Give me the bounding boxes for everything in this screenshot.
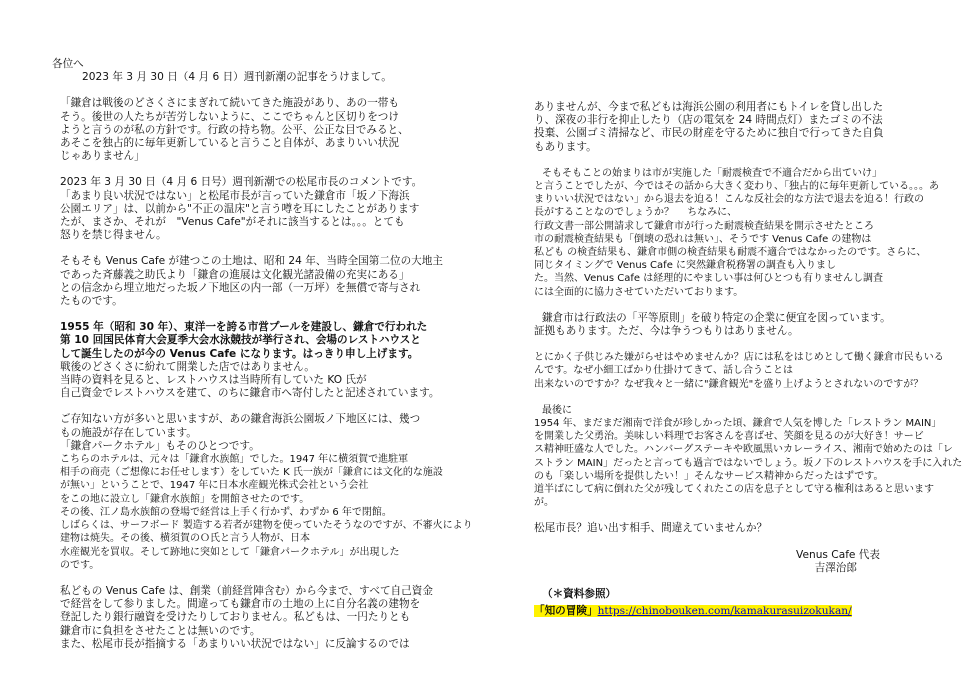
text-line: 公園エリア」は、以前から"不正の温床"と言う噂を耳にしたことがあります [60, 202, 420, 215]
text-line: 鎌倉市に負担をさせたことは無いのです。 [60, 624, 261, 637]
text-line: 行政文書一部公開請求して鎌倉市が行った耐震検査結果を開示させたところ [534, 220, 874, 232]
right-column [534, 101, 963, 619]
text-line: こちらのホテルは、元々は「鎌倉水族館」でした。1947 年に横須賀で進駐軍 [60, 454, 409, 466]
text-line: 出来ないのですか？なぜ我々と一緒に"鎌倉観光"を盛り上げようとされないのですが？ [534, 378, 924, 390]
reference-heading: （＊資料参照） [542, 588, 617, 601]
text-line: とにかく子供じみた嫌がらせはやめませんか？店には私をはじめとして働く鎌倉市民もいる [534, 352, 944, 364]
text-line: た。当然、Venus Cafe は経理的にやましい事は何ひとつも有りませんし調査 [534, 273, 884, 285]
signature-name: 吉澤治郎 [814, 561, 857, 574]
text-line: して誕生したのが今の Venus Cafe になります。はっきり申し上げます。 [60, 347, 419, 360]
paragraph-6 [534, 101, 944, 154]
text-line: 2023 年 3 月 30 日（4 月 6 日号）週刊新潮での松尾市長のコメントです。 [60, 176, 423, 189]
text-line: には全面的に協力させていただいております。 [534, 286, 744, 298]
text-line: 市の耐震検査結果も「倒壊の恐れは無い」、そうです Venus Cafe の建物は [534, 233, 872, 245]
text-line: 「鎌倉パークホテル」もそのひとつです。 [60, 439, 260, 452]
text-line: その後、江ノ島水族館の登場で経営は上手く行かず、わずか 6 年で閉館。 [60, 506, 392, 518]
text-line: ストラン MAIN」だったと言っても過言ではないでしょう。坂ノ下のレストハウスを手に入れた [534, 457, 963, 469]
text-line: ご存知ない方が多いと思いますが、あの鎌倉海浜公園坂ノ下地区には、幾つ [60, 413, 421, 426]
intro-line: 2023 年 3 月 30 日（4 月 6 日）週刊新潮の記事をうけまして。 [82, 71, 392, 84]
text-line: 戦後のどさくさに紛れて開業した店ではありません。 [60, 360, 315, 373]
paragraph-3 [52, 321, 457, 400]
text-line: のです。 [60, 559, 100, 571]
text-line: 長がすることなのでしょうか？ ちなみに、 [534, 207, 738, 219]
quote-line: ようと言うのが私の方針です。行政の持ち物。公平、公正な目でみると、 [60, 123, 409, 136]
text-line: で経営をして参りました。間違っても鎌倉市の土地の上に自分名義の建物を [60, 598, 421, 611]
text-line: また、松尾市長が指摘する「あまりいい状況ではない」に反論するのでは [60, 637, 410, 650]
left-column [52, 58, 473, 651]
paragraph-9 [534, 351, 944, 391]
text-line: 水産観光を買収。そして跡地に突如として「鎌倉パークホテル」が出現した [60, 546, 400, 558]
reference-line [534, 605, 944, 618]
text-line: 当時の資料を見ると、レストハウスは当時所有していた KO 氏が [60, 374, 367, 387]
text-line: 私どもの Venus Cafe は、創業（前経営陣含む）から今まで、すべて自己資金 [60, 584, 433, 597]
text-line: 道半ばにして病に倒れた父が残してくれたこの店を息子として守る権利はあると思います [534, 484, 934, 496]
text-line: 証拠もあります。ただ、今は争うつもりはありません。 [534, 325, 799, 338]
paragraph-7 [534, 167, 944, 299]
text-line: り、深夜の非行を抑止したり（店の電気を 24 時間点灯）またゴミの不法 [534, 114, 883, 127]
paragraph-4 [52, 413, 473, 571]
text-line: 私ども の検査結果も、鎌倉市側の検査結果も耐震不適合ではなかったのです。さらに、 [534, 247, 927, 259]
text-line: であった斉藤義之助氏より「鎌倉の進展は文化観光諸設備の充実にある」 [60, 268, 410, 281]
text-line: 鎌倉市は行政法の「平等原則」を破り特定の企業に便宜を図っています。 [542, 311, 891, 324]
closing-question: 松尾市長？追い出す相手、間違えていませんか？ [534, 522, 768, 535]
text-line: を開業した父勇治。美味しい料理でお客さんを喜ばせ、笑顔を見るのが大好き！サービ [534, 431, 924, 443]
text-line: んです。なぜ小細工ばかり仕掛けてきて、話し合うことは [534, 365, 793, 377]
text-line: もあります。 [534, 140, 597, 153]
text-line: 同じタイミングで Venus Cafe に突然鎌倉税務署の調査も入りまし [534, 260, 837, 272]
text-line: 建物は焼失。その後、横須賀のＯ氏と言う人物が、日本 [60, 533, 310, 545]
quote-line: そう。後世の人たちが苦労しないように、ここでちゃんと区切りをつけ [60, 110, 399, 123]
paragraph-8 [534, 312, 944, 338]
paragraph-10 [534, 404, 963, 510]
text-line: 1955 年（昭和 30 年）、東洋一を誇る市営プールを建設し、鎌倉で行われた [60, 321, 428, 334]
paragraph-5 [52, 585, 457, 651]
text-line: ありませんが、今まで私どもは海浜公園の利用者にもトイレを貸し出した [534, 101, 884, 113]
text-line: が無い」ということで、1947 年に日本水産観光株式会社という会社 [60, 480, 369, 492]
text-line: が。 [534, 497, 554, 509]
text-line: 相手の商売（ご想像にお任せします）をしていた K 氏一族が「鎌倉には文化的な施設 [60, 467, 443, 479]
quote-block [52, 97, 457, 163]
text-line: 「あまり良い状況ではない」と松尾市長が言っていた鎌倉市「坂ノ下海浜 [60, 189, 410, 202]
text-line: をこの地に設立し「鎌倉水族館」を開館させたのです。 [60, 493, 310, 505]
text-line: ス精神旺盛な人でした。ハンバーグステーキや欧風黒いカレーライス、湘南で始めたのは「レ [534, 444, 953, 456]
text-line: 第 10 回国民体育大会夏季大会水泳競技が挙行され、会場のレストハウスと [60, 334, 421, 347]
text-line: そもそもことの始まりは市が実施した「耐震検査で不適合だから出ていけ」 [542, 167, 882, 179]
text-line: まりいい状況ではない」から退去を迫る！こんな反社会的な方法で退去を迫る！行政の [534, 194, 924, 206]
text-line: と言うことでしたが、今ではその話から大きく変わり、「独占的に毎年更新している。。。あ [534, 181, 939, 193]
paragraph-2 [52, 255, 457, 308]
text-line: 最後に [542, 404, 572, 416]
text-line: たが、まさか、それが "Venus Cafe"がそれに該当するとは。。。とても [60, 216, 405, 229]
text-line: しばらくは、サーフボード 製造する若者が建物を使っていたそうなのですが、不審火により [60, 520, 473, 532]
greeting: 各位へ [52, 58, 84, 70]
reference-link[interactable]: https://chinobouken.com/kamakurasuizokukan/ [597, 605, 852, 618]
text-line: 自己資金でレストハウスを建て、のちに鎌倉市へ寄付したと記述されています。 [60, 387, 440, 400]
quote-line: じゃありません」 [60, 150, 145, 163]
text-line: たものです。 [60, 295, 123, 308]
text-line: 投棄、公園ゴミ清掃など、市民の財産を守るために独自で行ってきた自負 [534, 127, 884, 140]
text-line: 登記したり銀行融資を受けたりしておりません。私どもは、一円たりとも [60, 611, 411, 624]
text-line: 1954 年、まだまだ湘南で洋食が珍しかった頃、鎌倉で人気を博した「レストラン MAIN」 [534, 418, 942, 430]
text-line: のも「楽しい場所を提供したい！」そんなサービス精神からだったはずです。 [534, 470, 884, 482]
quote-line: あそこを独占的に毎年更新していると言うこと自体が、あまりいい状況 [60, 137, 399, 150]
text-line: そもそも Venus Cafe が建つこの土地は、昭和 24 年、当時全国第二位の大地主 [60, 255, 443, 268]
quote-line: 「鎌倉は戦後のどさくさにまぎれて続いてきた施設があり、あの一帯も [60, 97, 399, 110]
text-line: との信念から埋立地だった坂ノ下地区の内一部（一万坪）を無償で寄与され [60, 281, 421, 294]
signature-org: Venus Cafe 代表 [796, 548, 880, 561]
reference-label: 「知の冒険」 [534, 605, 598, 618]
text-line: 怒りを禁じ得ません。 [60, 229, 167, 242]
paragraph-1 [52, 176, 457, 242]
text-line: もの施設が存在しています。 [60, 426, 197, 439]
